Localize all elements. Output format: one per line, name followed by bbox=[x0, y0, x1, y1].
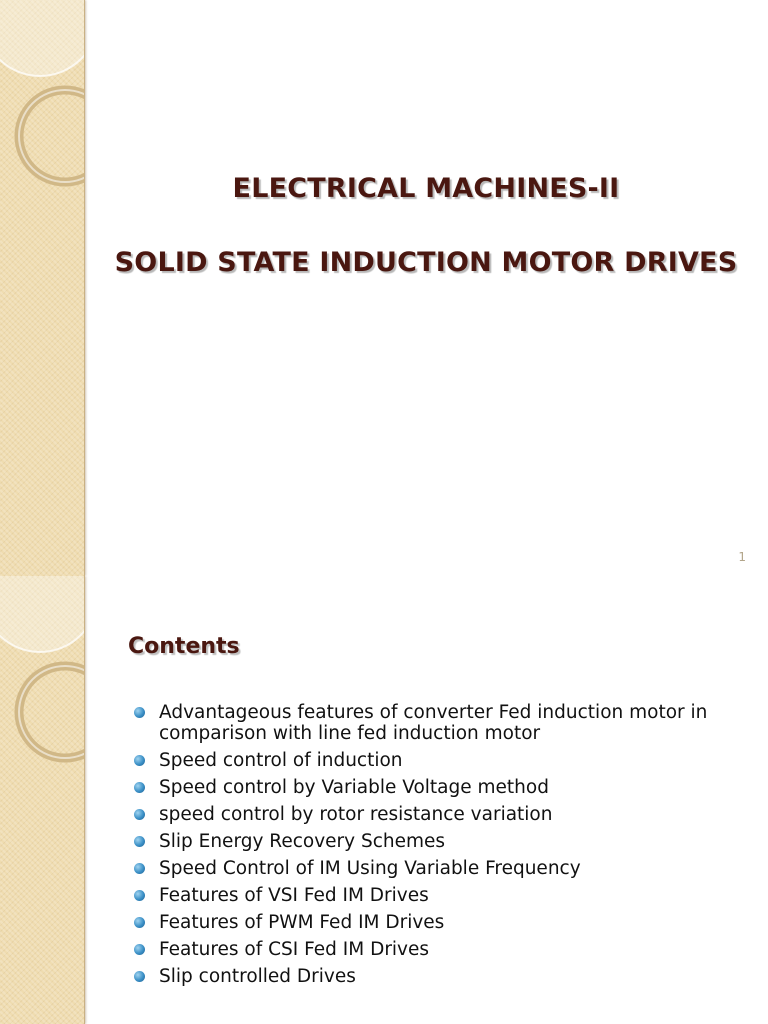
list-item-text: Slip controlled Drives bbox=[159, 966, 356, 987]
bullet-icon bbox=[134, 863, 145, 874]
list-item-text: Slip Energy Recovery Schemes bbox=[159, 831, 446, 852]
decorative-sidebar bbox=[0, 576, 85, 1024]
list-item bbox=[133, 831, 743, 852]
contents-list bbox=[133, 702, 743, 993]
list-item bbox=[133, 702, 743, 744]
list-item-text: Speed control by Variable Voltage method bbox=[159, 777, 549, 798]
list-item bbox=[133, 777, 743, 798]
list-item bbox=[133, 885, 743, 906]
list-item-text: Features of VSI Fed IM Drives bbox=[159, 885, 429, 906]
list-item bbox=[133, 750, 743, 771]
bullet-icon bbox=[134, 707, 145, 718]
presentation-title: ELECTRICAL MACHINES-II bbox=[232, 173, 620, 204]
decorative-circles-icon bbox=[0, 0, 84, 576]
list-item bbox=[133, 912, 743, 933]
list-item-text: Features of PWM Fed IM Drives bbox=[159, 912, 445, 933]
bullet-icon bbox=[134, 836, 145, 847]
bullet-icon bbox=[134, 944, 145, 955]
list-item bbox=[133, 939, 743, 960]
bullet-icon bbox=[134, 809, 145, 820]
bullet-icon bbox=[134, 782, 145, 793]
slide-number: 1 bbox=[738, 550, 746, 564]
list-item-text: Advantageous features of converter Fed induction motor in comparison with line fed induction motor bbox=[159, 702, 708, 744]
decorative-circles-icon bbox=[0, 576, 84, 1024]
list-item-text: Speed control of induction bbox=[159, 750, 403, 771]
bullet-icon bbox=[134, 917, 145, 928]
contents-heading: Contents bbox=[128, 634, 240, 659]
bullet-icon bbox=[134, 755, 145, 766]
bullet-icon bbox=[134, 890, 145, 901]
presentation-subtitle: SOLID STATE INDUCTION MOTOR DRIVES bbox=[114, 247, 738, 278]
contents-slide bbox=[0, 576, 768, 1024]
list-item-text: Features of CSI Fed IM Drives bbox=[159, 939, 430, 960]
decorative-sidebar bbox=[0, 0, 85, 576]
list-item bbox=[133, 858, 743, 879]
list-item-text: Speed Control of IM Using Variable Frequency bbox=[159, 858, 581, 879]
list-item-text: speed control by rotor resistance variation bbox=[159, 804, 553, 825]
list-item bbox=[133, 966, 743, 987]
bullet-icon bbox=[134, 971, 145, 982]
list-item bbox=[133, 804, 743, 825]
